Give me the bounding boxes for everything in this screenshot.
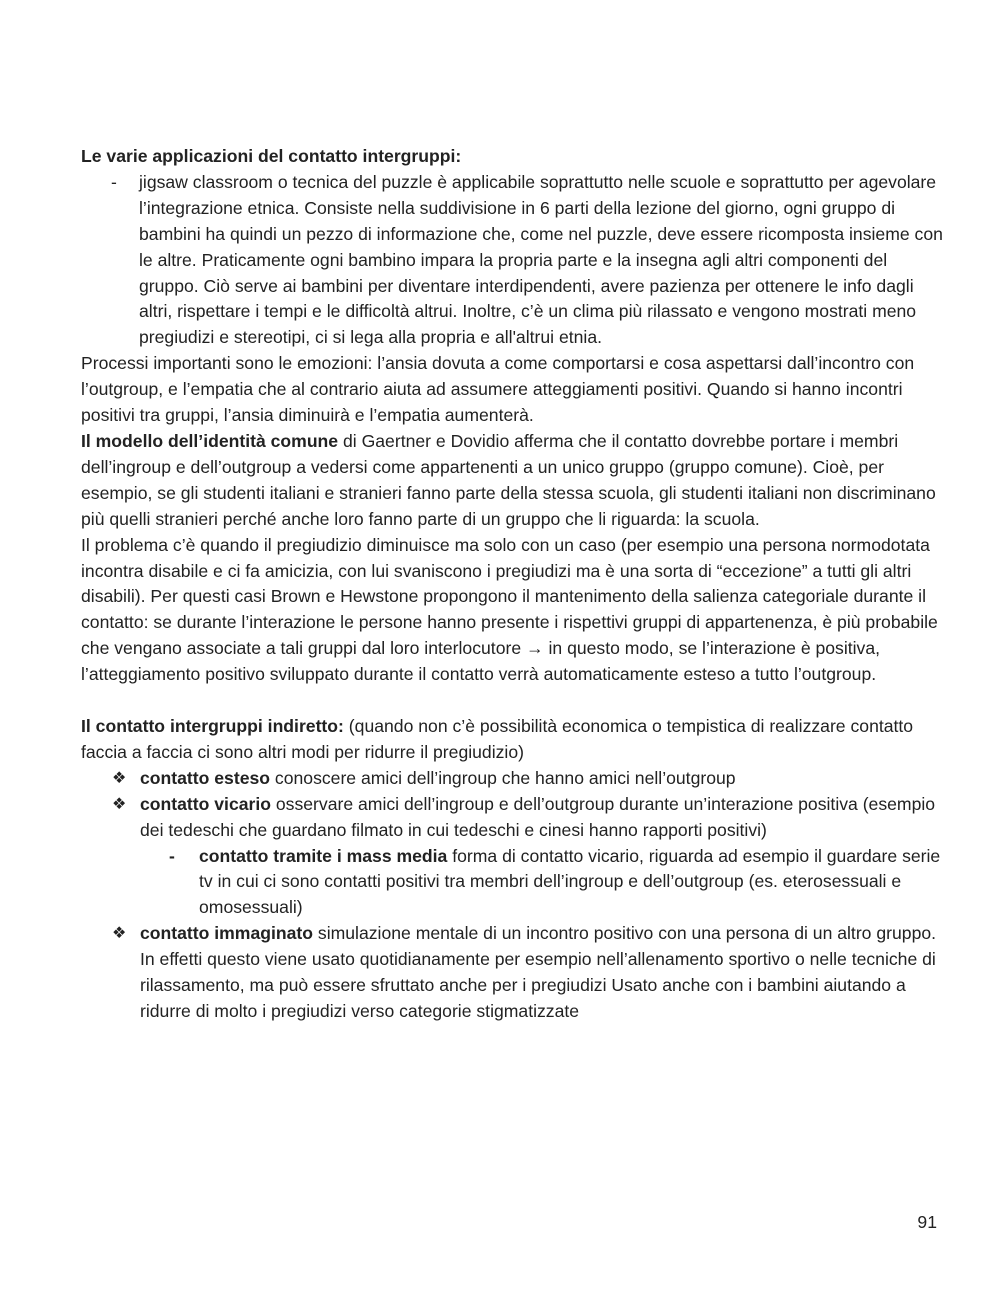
common-identity-paragraph: Il modello dell’identità comune di Gaertner e Dovidio afferma che il contatto dovrebbe portare i membri dell’ingroup e dell’outgroup a vedersi come appartenenti a un unico gruppo (gruppo comune). Cioè, per esempio, se gli studenti italiani e stranieri fanno parte della stessa scuola, gli studenti italiani non discriminano più quelli stranieri perché anche loro fanno parte di un gruppo che li riguarda: la scuola.: [81, 430, 936, 529]
diamond-bullet-icon: ❖: [112, 925, 127, 943]
jigsaw-text: jigsaw classroom o tecnica del puzzle è applicabile soprattutto nelle scuole e soprattutto per agevolare l’integrazione etnica. Consiste nella suddivisione in 6 parti della lezione del giorno, ogni gruppo di bambini ha quindi un pezzo di informazione che, come nel puzzle, deve essere ricomposta insieme con le altre. Praticamente ogni bambino impara la propria parte e la insegna agli altri componenti del gruppo. Ciò serve ai bambini per diventare interdipendenti, avere pazienza per ottenere le info dagli altri, rispettare i tempi e le difficoltà altrui. Inoltre, c’è un clima più rilassato e vengono mostrati meno pregiudizi e stereotipi, ci si lega alla propria e all'altrui etnia.: [139, 171, 943, 348]
dash-bullet: -: [111, 171, 117, 192]
paragraph-spacer: [81, 688, 943, 714]
list-item-contatto-mass-media: - contatto tramite i mass media forma di contatto vicario, riguarda ad esempio il guardare serie tv in cui ci sono contatti positivi tra membri dell’ingroup e dell’outgroup (es. eterosessuali e omosessuali): [169, 845, 941, 918]
diamond-bullet-icon: ❖: [112, 769, 127, 787]
section-heading-applications: Le varie applicazioni del contatto intergruppi:: [81, 146, 462, 166]
common-identity-term: Il modello dell’identità comune: [81, 430, 339, 451]
emotions-paragraph: Processi importanti sono le emozioni: l’ansia dovuta a come comportarsi e cosa aspettarsi dall’incontro con l’outgroup, e l’empatia che al contrario aiuta ad assumere atteggiamenti positivi. Quando si hanno incontri positivi tra gruppi, l’ansia diminuirà e l’empatia aumenterà.: [81, 353, 915, 426]
list-item-contatto-immaginato: ❖ contatto immaginato simulazione mentale di un incontro positivo con una persona di un altro gruppo. In effetti questo viene usato quotidianamente per esempio nell’allenamento sportivo o nelle tecniche di rilassamento, ma può essere sfruttato anche per i pregiudizi Usato anche con i bambini aiutando a ridurre di molto i pregiudizi verso categorie stigmatizzate: [112, 923, 937, 1021]
document-page: [81, 144, 943, 1025]
problem-paragraph: Il problema c’è quando il pregiudizio diminuisce ma solo con un caso (per esempio una persona normodotata incontra disabile e ci fa amicizia, con lui svaniscono i pregiudizi ma è una sorta di “eccezione” a tutti gli altri disabili). Per questi casi Brown e Hewstone propongono il mantenimento della salienza categoriale durante il contatto: se durante l’interazione le persone hanno presente i rispettivi gruppi di appartenenza, è più probabile che vengano associate a tali gruppi dal loro interlocutore → in questo modo, se l’interazione è positiva, l’atteggiamento positivo sviluppato durante il contatto verrà automaticamente esteso a tutto l’outgroup.: [81, 534, 938, 685]
dash-bullet: -: [169, 845, 175, 866]
list-item-contatto-esteso: ❖ contatto esteso conoscere amici dell’ingroup che hanno amici nell’outgroup: [81, 766, 943, 792]
indirect-contact-term: Il contatto intergruppi indiretto:: [81, 716, 344, 737]
list-item-jigsaw: [81, 170, 943, 351]
diamond-bullet-icon: ❖: [112, 795, 127, 813]
list-item-contatto-vicario: ❖ contatto vicario osservare amici dell’ingroup e dell’outgroup durante un’interazione positiva (esempio dei tedeschi che guardano filmato in cui tedeschi e cinesi hanno rapporti positivi): [112, 793, 936, 840]
page-number: 91: [917, 1212, 937, 1232]
indirect-contact-paragraph: Il contatto intergruppi indiretto: (quando non c’è possibilità economica o tempistica di realizzare contatto faccia a faccia ci sono altri modi per ridurre il pregiudizio): [81, 716, 914, 762]
